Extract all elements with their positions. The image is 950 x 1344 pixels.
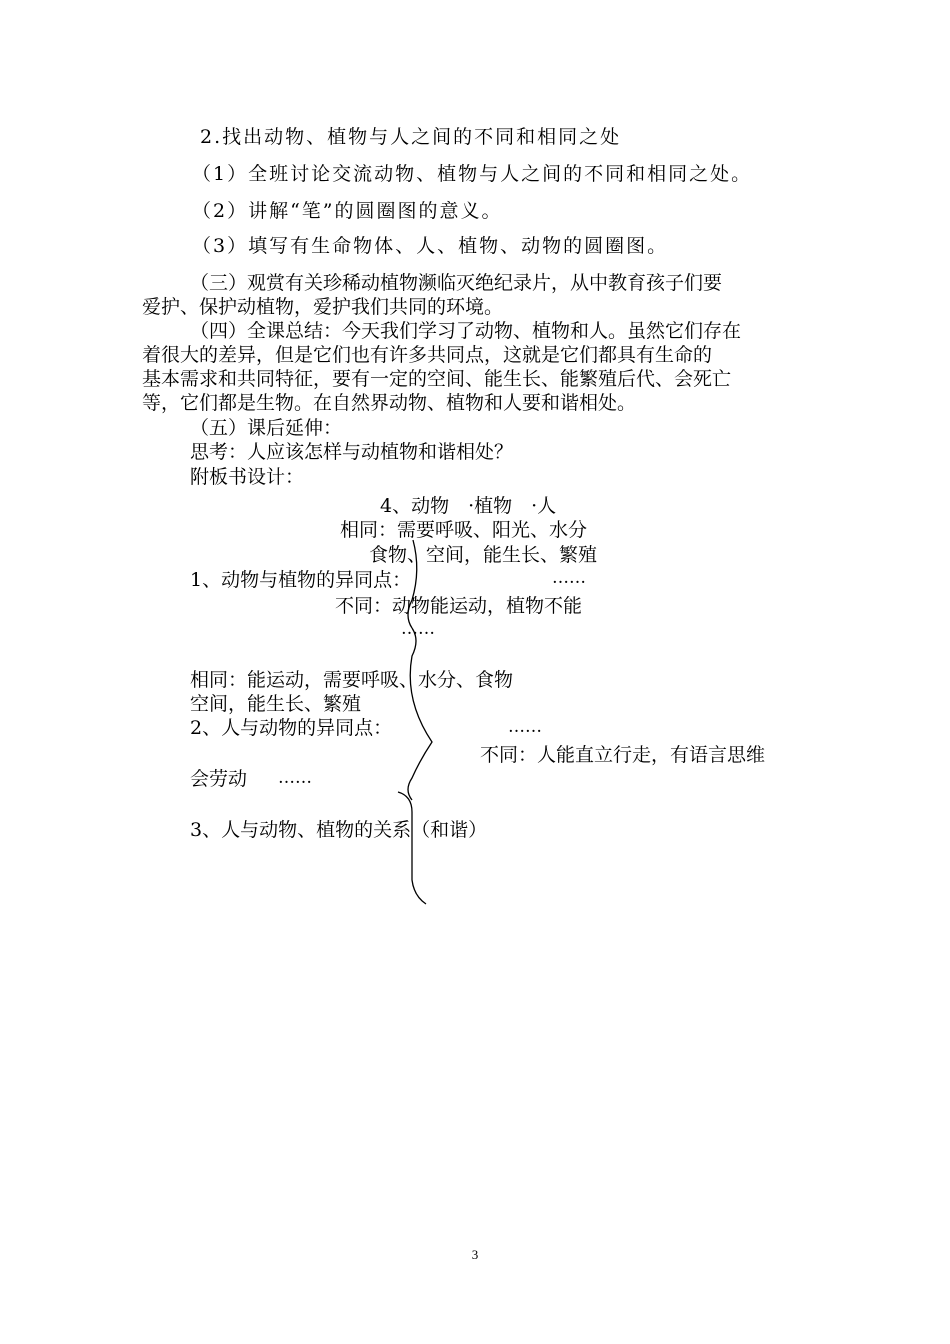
brace-middle [408,628,432,800]
dots-1: …… [552,568,586,588]
item2-label: 2、人与动物的异同点： [190,717,393,739]
para4-line4: 等，它们都是生物。在自然界动物、植物和人要和谐相处。 [142,392,637,414]
para3-line1: （三）观赏有关珍稀动植物濒临灭绝纪录片，从中教育孩子们要 [190,272,723,294]
dots-4: …… [278,768,312,788]
dots-3: …… [508,717,542,737]
para4-line1: （四）全课总结：今天我们学习了动物、植物和人。虽然它们存在 [190,320,742,342]
sub1-line: （1）全班讨论交流动物、植物与人之间的不同和相同之处。 [192,163,753,185]
same2-line2: 空间，能生长、繁殖 [190,693,362,715]
sub3-line: （3）填写有生命物体、人、植物、动物的圆圈图。 [192,235,669,257]
sub2-line: （2）讲解“笔”的圆圈图的意义。 [192,200,503,222]
diff1-line: 不同：动物能运动，植物不能 [335,595,583,617]
same1-line1: 相同：需要呼吸、阳光、水分 [340,519,588,541]
item1-label: 1、动物与植物的异同点： [190,569,412,591]
board-design-heading: 附板书设计： [190,466,305,488]
para5-line: （五）课后延伸： [190,417,343,439]
step2-line: 2.找出动物、植物与人之间的不同和相同之处 [200,126,622,148]
para4-line3: 基本需求和共同特征，要有一定的空间、能生长、能繁殖后代、会死亡 [142,368,732,390]
same2-line1: 相同：能运动，需要呼吸、水分、食物 [190,669,514,691]
think-line: 思考：人应该怎样与动植物和谐相处？ [190,441,514,463]
page-number: 3 [471,1247,479,1262]
diff2-continuation: 会劳动 [190,768,248,790]
para3-line2: 爱护、保护动植物，爱护我们共同的环境。 [142,296,504,318]
dots-2: …… [401,619,435,639]
para4-line2: 着很大的差异，但是它们也有许多共同点，这就是它们都具有生命的 [142,344,713,366]
brace-bottom [398,792,426,904]
diff2-line: 不同：人能直立行走，有语言思维 [480,744,766,766]
board-title: 4、动物 ·植物 ·人 [380,495,557,517]
same1-line2: 食物、空间，能生长、繁殖 [369,544,598,566]
item3-label: 3、人与动物、植物的关系（和谐） [190,819,488,841]
